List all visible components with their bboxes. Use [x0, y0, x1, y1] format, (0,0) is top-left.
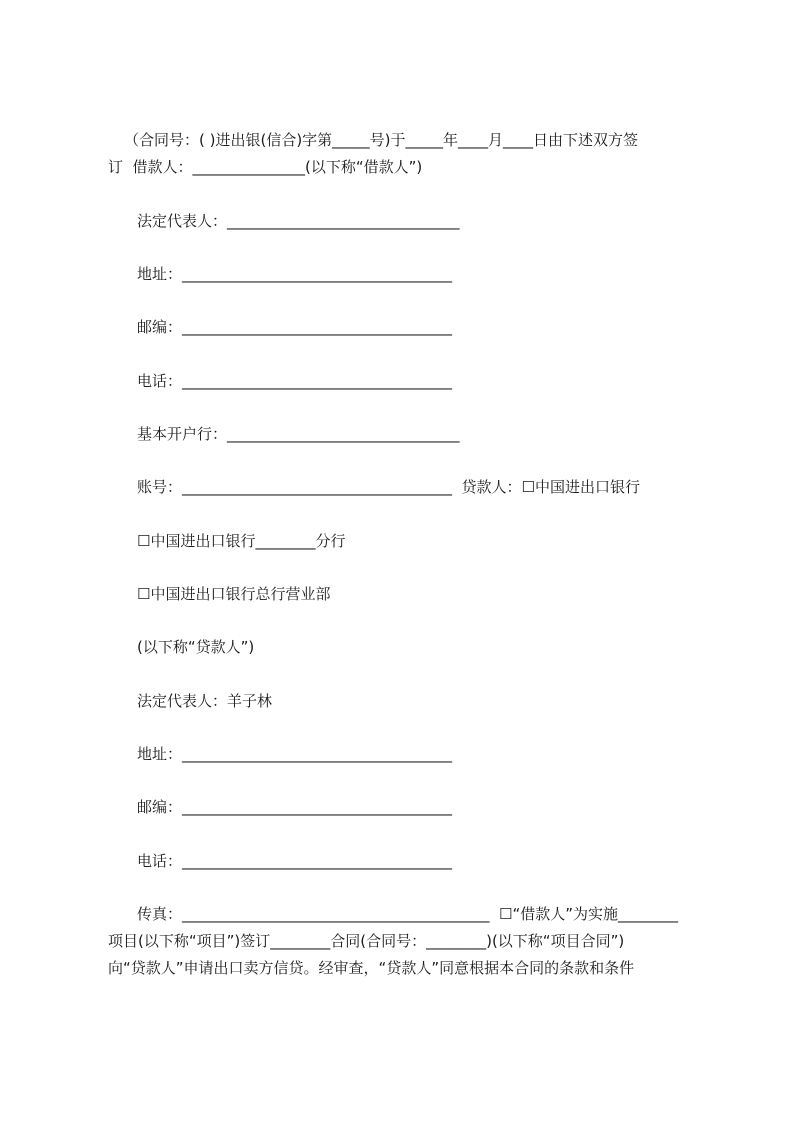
lender-option-branch: ☐中国进出口银行________分行: [137, 532, 346, 550]
lender-legal-rep: 法定代表人：羊子林: [137, 692, 273, 710]
lender-postcode: 邮编：____________________________________: [137, 798, 453, 816]
borrower-phone: 电话：____________________________________: [137, 372, 453, 390]
closing-line-3: 向“贷款人”申请出口卖方信贷。经审查，“贷款人”同意根据本合同的条款和条件: [108, 959, 635, 977]
closing-line-1: 传真：_________________________________________ ☐“借款人”为实施________: [137, 905, 679, 923]
borrower-bank: 基本开户行：_______________________________: [137, 425, 460, 443]
lender-address: 地址：____________________________________: [137, 745, 453, 763]
borrower-address: 地址：____________________________________: [137, 265, 453, 283]
borrower-account-lender: 账号：____________________________________ 贷款人：☐中国进出口银行: [137, 478, 640, 496]
closing-line-2: 项目(以下称“项目”)签订________合同(合同号：________)(以下称“项目合同”): [108, 932, 625, 950]
borrower-legal-rep: 法定代表人：_______________________________: [137, 212, 460, 230]
intro-line-1: （合同号：( )进出银(信合)字第_____号)于_____年____月____日由下述双方签: [124, 131, 639, 149]
intro-line-2: 订 借款人：_______________(以下称“借款人”): [108, 158, 423, 176]
lender-phone: 电话：____________________________________: [137, 852, 453, 870]
lender-option-head-office: ☐中国进出口银行总行营业部: [137, 585, 331, 603]
lender-alias: (以下称“贷款人”): [137, 638, 255, 656]
borrower-postcode: 邮编：____________________________________: [137, 318, 453, 336]
